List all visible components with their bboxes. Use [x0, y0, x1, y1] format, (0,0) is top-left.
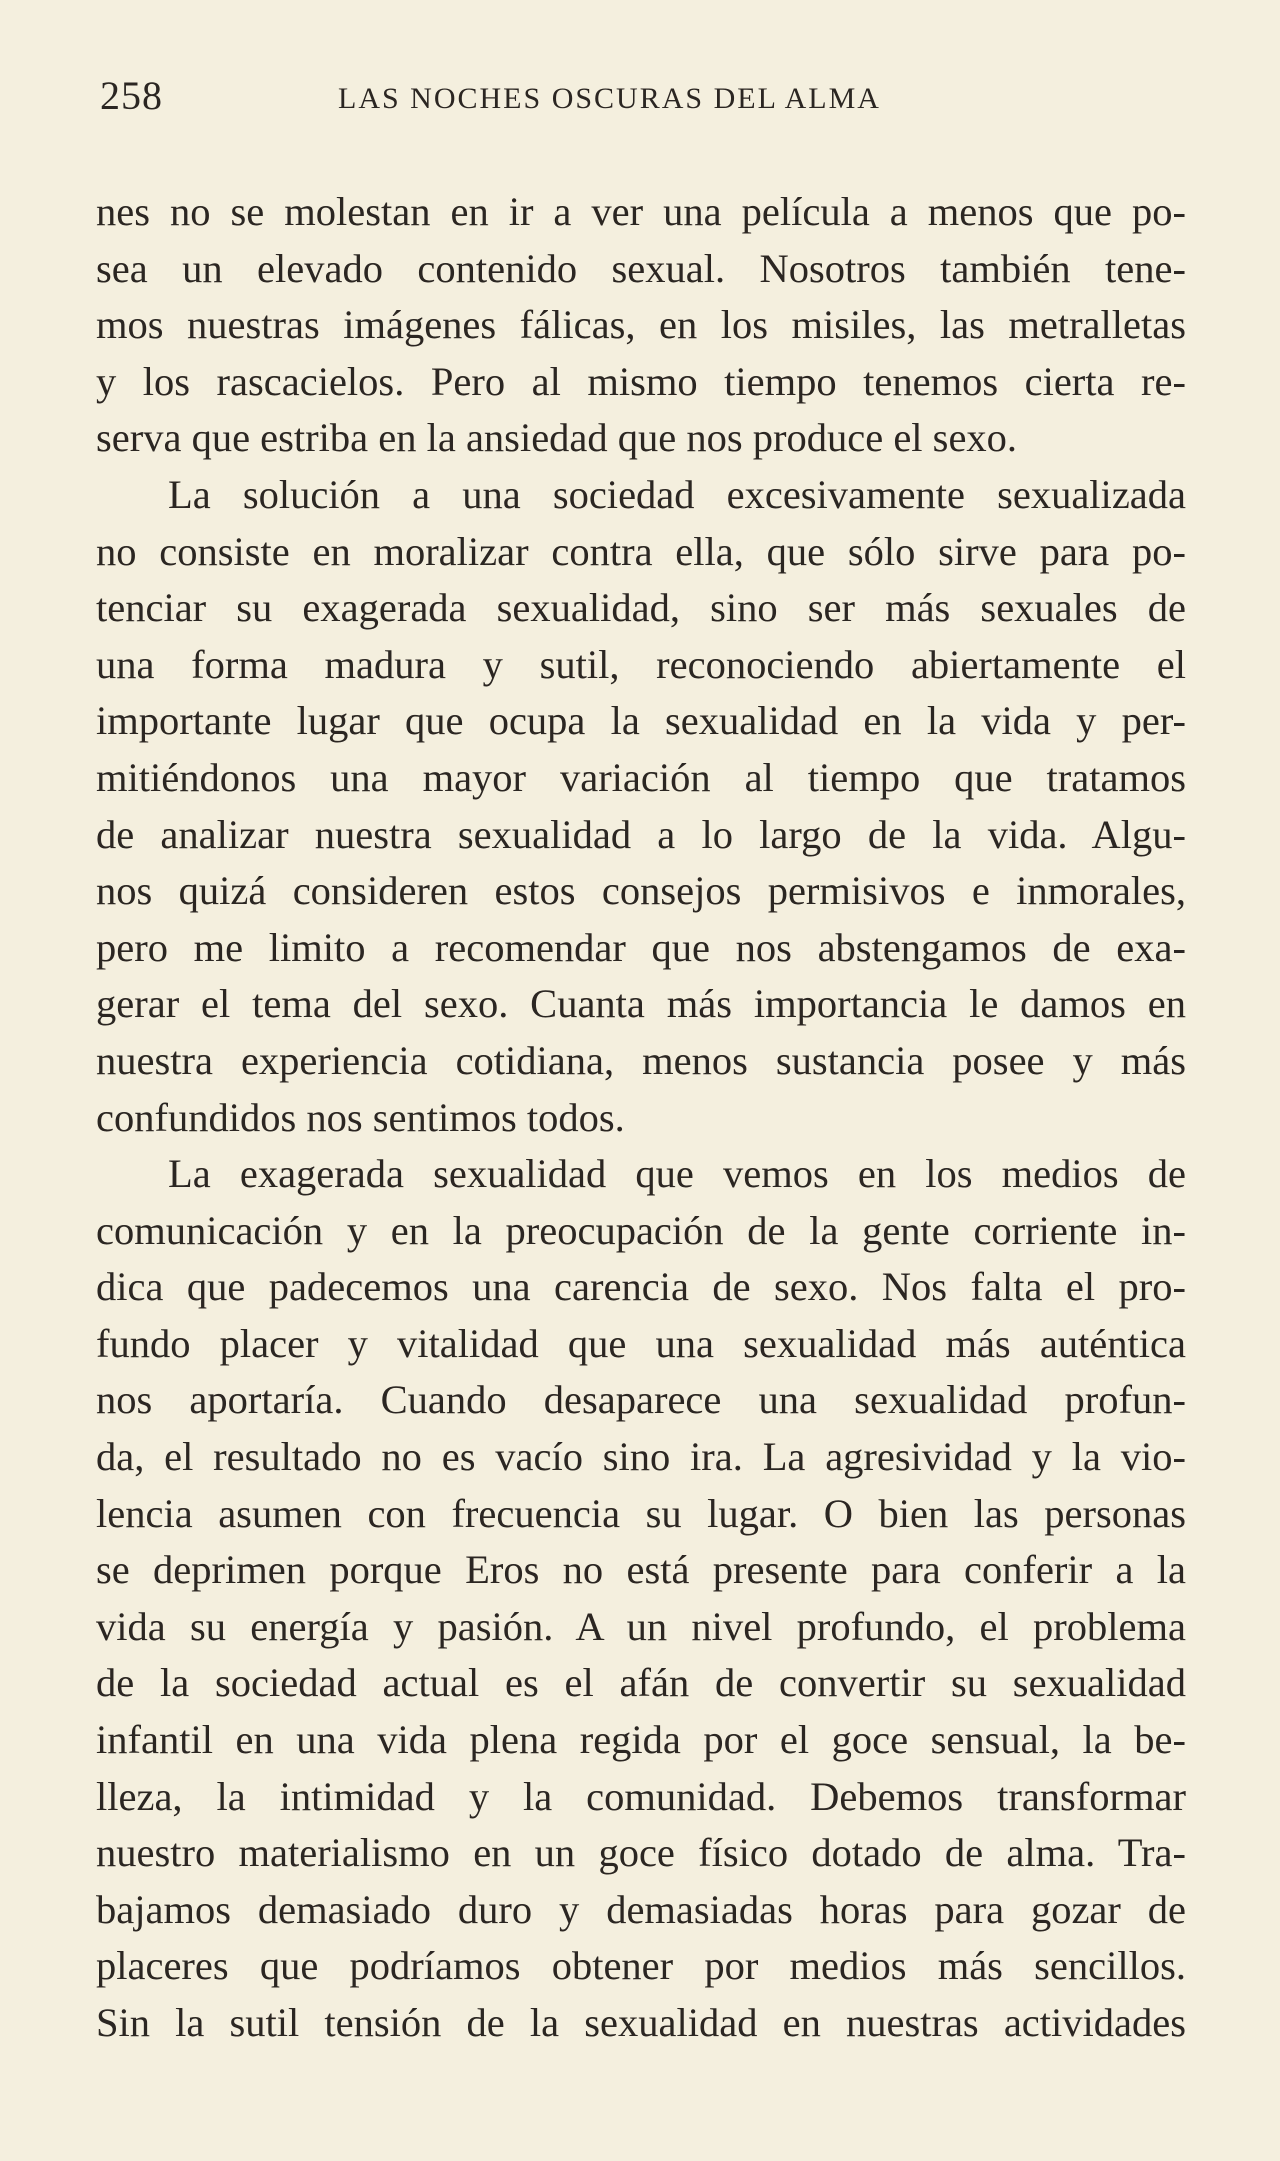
text-line: lencia asumen con frecuencia su lugar. O bien las personas — [96, 1490, 1186, 1536]
text-line: sea un elevado contenido sexual. Nosotros también tene- — [96, 245, 1186, 291]
text-line: vida su energía y pasión. A un nivel profundo, el problema — [96, 1603, 1186, 1649]
text-line: de analizar nuestra sexualidad a lo largo de la vida. Algu- — [96, 811, 1186, 857]
page-number: 258 — [100, 73, 163, 118]
text-line: nuestra experiencia cotidiana, menos sustancia posee y más — [96, 1037, 1186, 1083]
text-line: nos quizá consideren estos consejos permisivos e inmorales, — [96, 868, 1186, 914]
text-line: placeres que podríamos obtener por medios más sencillos. — [96, 1943, 1186, 1989]
paragraph-start-line: La solución a una sociedad excesivamente sexualizada — [168, 471, 1186, 517]
body-text — [96, 184, 1186, 2052]
text-line: bajamos demasiado duro y demasiadas horas para gozar de — [96, 1886, 1186, 1932]
text-line: gerar el tema del sexo. Cuanta más importancia le damos en — [96, 981, 1186, 1027]
text-line: no consiste en moralizar contra ella, que sólo sirve para po- — [96, 528, 1186, 574]
text-line: infantil en una vida plena regida por el goce sensual, la be- — [96, 1717, 1186, 1763]
text-line: lleza, la intimidad y la comunidad. Debemos transformar — [96, 1773, 1186, 1819]
text-line: nos aportaría. Cuando desaparece una sexualidad profun- — [96, 1377, 1186, 1423]
paragraph-start-line: La exagerada sexualidad que vemos en los medios de — [168, 1151, 1186, 1197]
text-line: pero me limito a recomendar que nos abstengamos de exa- — [96, 924, 1186, 970]
text-line: nes no se molestan en ir a ver una película a menos que po- — [96, 189, 1186, 234]
running-head — [0, 62, 1280, 122]
text-line: Sin la sutil tensión de la sexualidad en nuestras actividades — [96, 2000, 1186, 2045]
text-line: tenciar su exagerada sexualidad, sino ser más sexuales de — [96, 585, 1186, 631]
text-line: mos nuestras imágenes fálicas, en los misiles, las metralletas — [96, 302, 1186, 348]
text-line: confundidos nos sentimos todos. — [96, 1094, 625, 1140]
text-line: importante lugar que ocupa la sexualidad en la vida y per- — [96, 698, 1186, 744]
text-line: nuestro materialismo en un goce físico dotado de alma. Tra- — [96, 1830, 1186, 1876]
text-line: comunicación y en la preocupación de la gente corriente in- — [96, 1207, 1186, 1253]
text-line: mitiéndonos una mayor variación al tiempo que tratamos — [96, 754, 1186, 800]
running-title: LAS NOCHES OSCURAS DEL ALMA — [338, 82, 881, 115]
text-line: fundo placer y vitalidad que una sexualidad más auténtica — [96, 1320, 1186, 1366]
text-line: da, el resultado no es vacío sino ira. La agresividad y la vio- — [96, 1434, 1186, 1480]
text-line: de la sociedad actual es el afán de convertir su sexualidad — [96, 1660, 1186, 1706]
text-line: y los rascacielos. Pero al mismo tiempo tenemos cierta re- — [96, 358, 1186, 404]
text-line: se deprimen porque Eros no está presente para conferir a la — [96, 1547, 1186, 1593]
text-line: una forma madura y sutil, reconociendo abiertamente el — [96, 641, 1186, 687]
text-line: serva que estriba en la ansiedad que nos produce el sexo. — [96, 415, 1018, 461]
text-line: dica que padecemos una carencia de sexo. Nos falta el pro- — [96, 1264, 1186, 1310]
